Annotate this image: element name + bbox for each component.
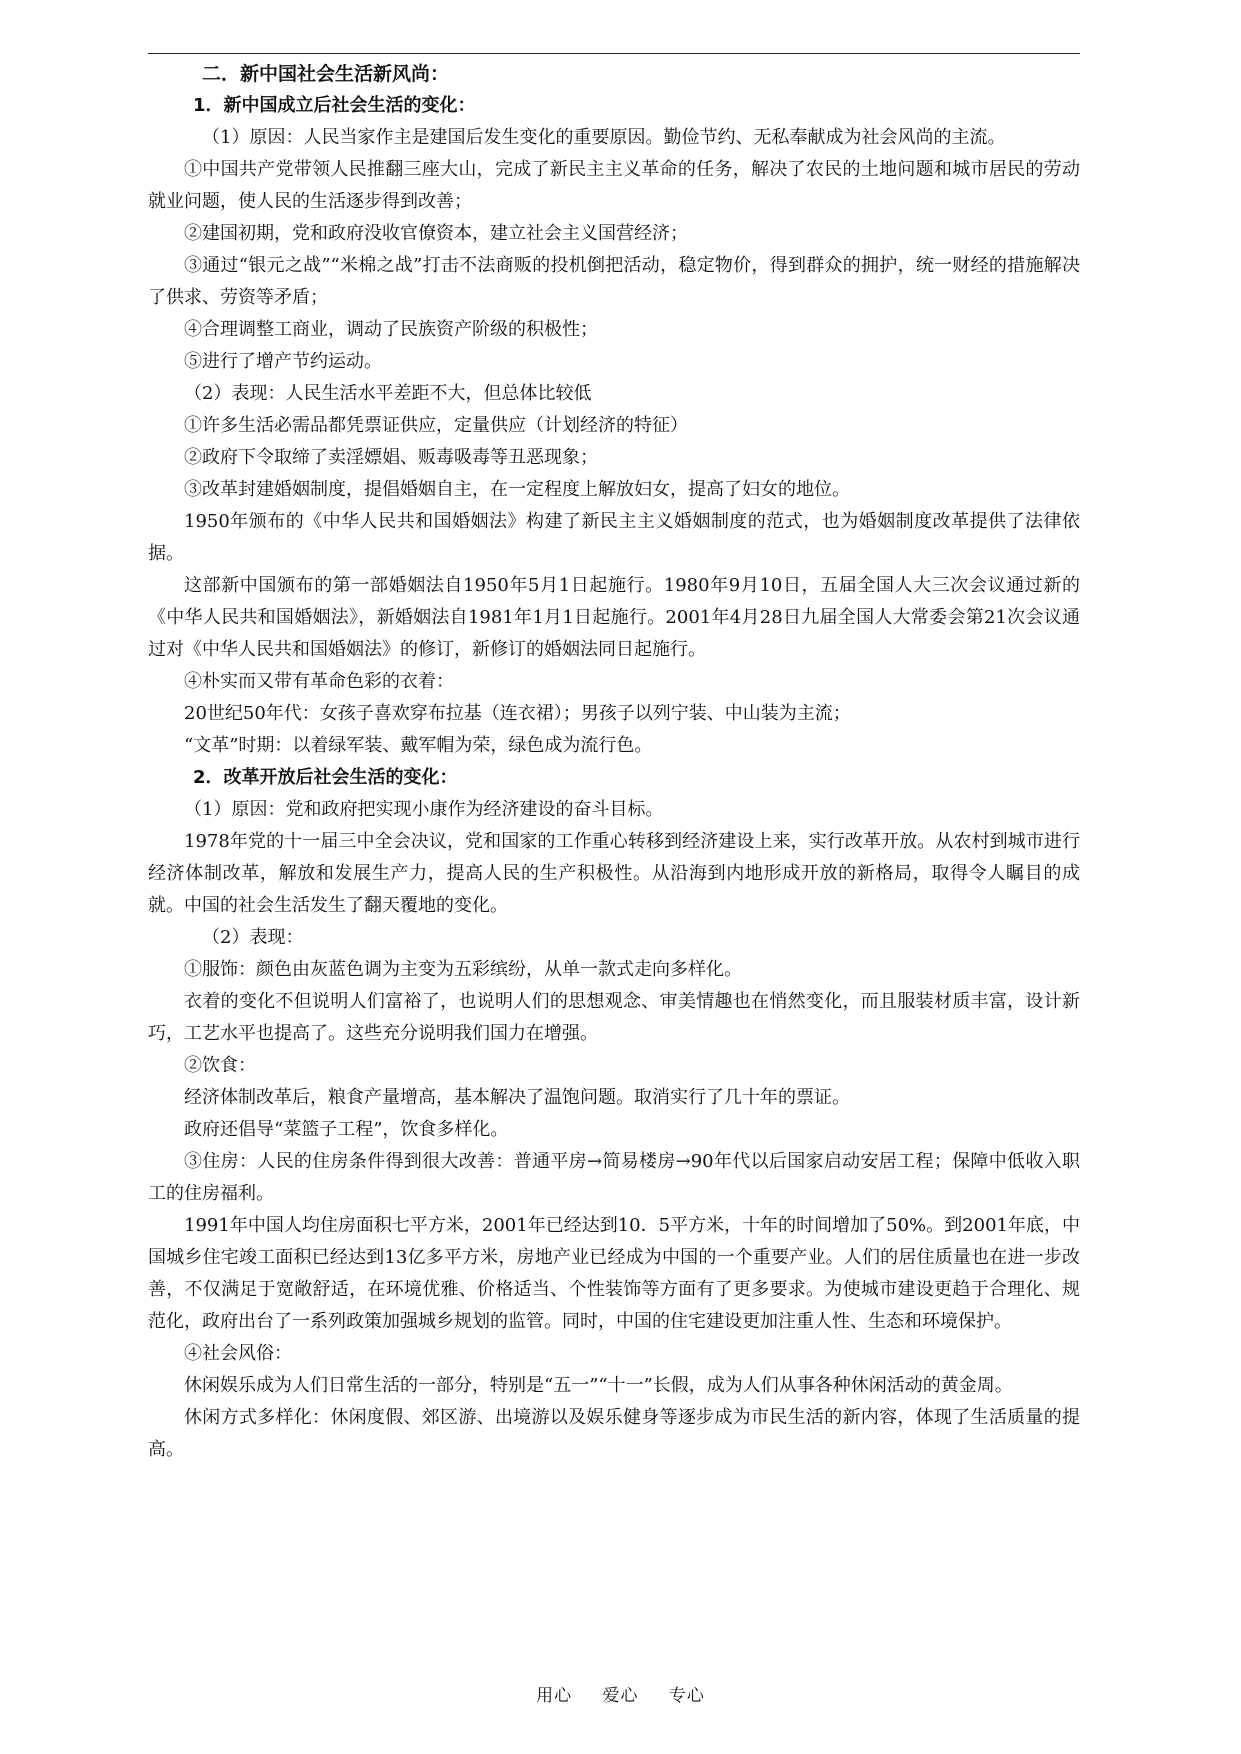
header-rule [148,53,1080,54]
paragraph: ①中国共产党带领人民推翻三座大山，完成了新民主主义革命的任务，解决了农民的土地问题和城市居民的劳动就业问题，使人民的生活逐步得到改善； [148,159,1080,212]
paragraph: （2）表现：人民生活水平差距不大，但总体比较低 [184,383,592,404]
heading: 二．新中国社会生活新风尚： [202,63,450,85]
paragraph: ④朴实而又带有革命色彩的衣着： [184,671,454,692]
paragraph: （2）表现： [202,927,304,948]
paragraph: 20世纪50年代：女孩子喜欢穿布拉基（连衣裙）；男孩子以列宁装、中山装为主流； [184,703,851,724]
paragraph: ①服饰：颜色由灰蓝色调为主变为五彩缤纷，从单一款式走向多样化。 [184,959,742,980]
paragraph: ⑤进行了增产节约运动。 [184,351,382,372]
document-body [148,58,1080,1466]
footer-text: 用心 [536,1686,573,1706]
paragraph: 这部新中国颁布的第一部婚姻法自1950年5月1日起施行。1980年9月10日，五届全国人大三次会议通过新的《中华人民共和国婚姻法》，新婚姻法自1981年1月1日起施行。2001年4月28日九届全国人大常委会第21次会议通过对《中华人民共和国婚姻法》的修订，新修订的婚姻法同日起施行。 [148,575,1080,660]
paragraph: ②饮食： [184,1055,256,1076]
paragraph: ③通过“银元之战”“米棉之战”打击不法商贩的投机倒把活动，稳定物价，得到群众的拥护，统一财经的措施解决了供求、劳资等矛盾； [148,255,1080,308]
paragraph: ④合理调整工商业，调动了民族资产阶级的积极性； [184,319,598,340]
paragraph: ②建国初期，党和政府没收官僚资本，建立社会主义国营经济； [184,223,688,244]
footer-text: 爱心 [602,1686,639,1706]
paragraph: “文革”时期：以着绿军装、戴军帽为荣，绿色成为流行色。 [184,735,653,756]
paragraph: ④社会风俗： [184,1343,292,1364]
page-footer [0,1681,1241,1706]
paragraph: ①许多生活必需品都凭票证供应，定量供应（计划经济的特征） [184,415,688,436]
paragraph: 政府还倡导“菜篮子工程”，饮食多样化。 [184,1119,509,1140]
paragraph: （1）原因：人民当家作主是建国后发生变化的重要原因。勤俭节约、无私奉献成为社会风尚的主流。 [202,127,1006,148]
footer-text: 专心 [668,1686,705,1706]
paragraph: ③住房：人民的住房条件得到很大改善：普通平房→简易楼房→90年代以后国家启动安居工程；保障中低收入职工的住房福利。 [148,1151,1080,1204]
paragraph: 休闲方式多样化：休闲度假、郊区游、出境游以及娱乐健身等逐步成为市民生活的新内容，体现了生活质量的提高。 [148,1407,1080,1460]
section1-title: 1．新中国成立后社会生活的变化： [193,95,476,116]
paragraph: 休闲娱乐成为人们日常生活的一部分，特别是“五一”“十一”长假，成为人们从事各种休闲活动的黄金周。 [184,1375,1013,1396]
paragraph: ②政府下令取缔了卖淫嫖娼、贩毒吸毒等丑恶现象； [184,447,598,468]
paragraph: ③改革封建婚姻制度，提倡婚姻自主，在一定程度上解放妇女，提高了妇女的地位。 [184,479,850,500]
paragraph: 1978年党的十一届三中全会决议，党和国家的工作重心转移到经济建设上来，实行改革开放。从农村到城市进行经济体制改革，解放和发展生产力，提高人民的生产积极性。从沿海到内地形成开放的新格局，取得令人瞩目的成就。中国的社会生活发生了翻天覆地的变化。 [148,831,1080,916]
paragraph: 1950年颁布的《中华人民共和国婚姻法》构建了新民主主义婚姻制度的范式，也为婚姻制度改革提供了法律依据。 [148,511,1080,564]
paragraph: （1）原因：党和政府把实现小康作为经济建设的奋斗目标。 [184,799,664,820]
paragraph: 经济体制改革后，粮食产量增高，基本解决了温饱问题。取消实行了几十年的票证。 [184,1087,850,1108]
paragraph: 1991年中国人均住房面积七平方米，2001年已经达到10．5平方米，十年的时间增加了50%。到2001年底，中国城乡住宅竣工面积已经达到13亿多平方米，房地产业已经成为中国的一个重要产业。人们的居住质量也在进一步改善，不仅满足于宽敞舒适，在环境优雅、价格适当、个性装饰等方面有了更多要求。为使城市建设更趋于合理化、规范化，政府出台了一系列政策加强城乡规划的监管。同时，中国的住宅建设更加注重人性、生态和环境保护。 [148,1215,1080,1332]
paragraph: 衣着的变化不但说明人们富裕了，也说明人们的思想观念、审美情趣也在悄然变化，而且服装材质丰富，设计新巧，工艺水平也提高了。这些充分说明我们国力在增强。 [148,991,1080,1044]
section2-title: 2．改革开放后社会生活的变化： [193,767,458,788]
